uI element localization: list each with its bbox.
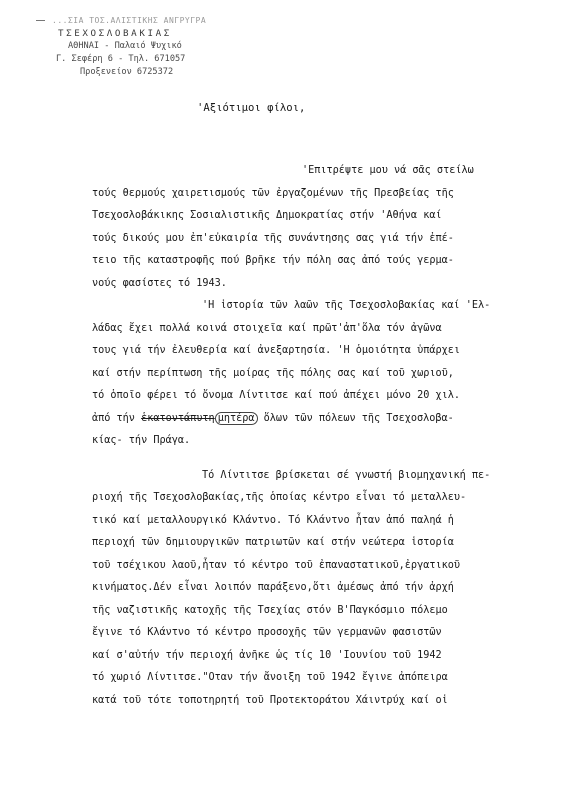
struck-out-word: ἑκατοντάπυτη xyxy=(141,412,215,424)
text-line: καί σ'αὐτήν τήν περιοχή ἀνῆκε ὡς τίς 10 'Ιουνίου τοῦ 1942 xyxy=(92,649,442,661)
text-line: 'Επιτρέψτε μου νά σᾶς στείλω xyxy=(302,165,474,176)
salutation: 'Αξιότιμοι φίλοι, xyxy=(197,102,306,114)
letterhead-line-4: Γ. Σεφέρη 6 - Τηλ. 671057 xyxy=(56,54,186,64)
text-line: τειο τῆς καταστροφῆς πού βρῆκε τήν πόλη σας ἀπό τούς γερμα- xyxy=(92,255,454,266)
text-line: τικό καί μεταλλουργικό Κλάντνο. Τό Κλάντνο ἦταν ἀπό παληά ἡ xyxy=(92,514,454,526)
letterhead-line-2: ΤΣΕΧΟΣΛΟΒΑΚΙΑΣ xyxy=(58,28,172,39)
text-line: τούς θερμούς χαιρετισμούς τῶν ἐργαζομένων τῆς Πρεσβείας τῆς xyxy=(92,187,454,199)
text-line: λάδας ἔχει πολλά κοινά στοιχεῖα καί πρῶτ'ἀπ'ὅλα τόν ἀγῶνα xyxy=(92,322,442,334)
text-line: Τσεχοσλοβάκικης Σοσιαλιστικῆς Δημοκρατίας στήν 'Αθήνα καί xyxy=(92,210,442,221)
text-line: περιοχή τῶν δημιουργικῶν πατριωτῶν καί στήν νεώτερα ἱστορία xyxy=(92,537,454,548)
text-line: τοῦ τσέχικου λαοῦ,ἦταν τό κέντρο τοῦ ἐπαναστατικοῦ,ἐργατικοῦ xyxy=(92,559,461,571)
text-line: τούς δικούς μου ἐπ'εὐκαιρία τῆς συνάντησης σας γιά τήν ἐπέ- xyxy=(92,232,454,244)
text-line: ριοχή τῆς Τσεχοσλοβακίας,τῆς ὁποίας κέντρο εἶναι τό μεταλλευ- xyxy=(92,492,467,503)
text-line: νούς φασίστες τό 1943. xyxy=(92,277,227,289)
circled-correction: μητέρα xyxy=(215,412,258,425)
text-fragment: ὅλων τῶν πόλεων τῆς Τσεχοσλοβα- xyxy=(257,412,454,424)
text-line: Τό Λίντιτσε βρίσκεται σέ γνωστή βιομηχανική πε- xyxy=(202,469,491,481)
margin-mark xyxy=(36,20,45,21)
text-line: κινήματος.Δέν εἶναι λοιπόν παράξενο,ὅτι ἀμέσως ἀπό τήν ἀρχή xyxy=(92,582,454,593)
text-fragment: ἀπό τήν xyxy=(92,412,142,424)
letterhead-line-1: ...ΣΙΑ ΤΟΣ.ΑΛΙΣΤΙΚΗΣ ΑΝΓΡΥΓΡΑ xyxy=(52,16,207,25)
paragraph-1 xyxy=(92,160,532,295)
letterhead-line-5: Προξενείον 6725372 xyxy=(80,67,174,77)
text-line: ἔγινε τό Κλάντνο τό κέντρο προσοχῆς τῶν γερμανῶν φασιστῶν xyxy=(92,627,442,638)
text-line-with-correction xyxy=(92,408,532,431)
text-line: καί στήν περίπτωση τῆς μοίρας τῆς πόλης σας καί τοῦ χωριοῦ, xyxy=(92,367,454,379)
letter-body xyxy=(92,160,532,712)
text-line: τό χωριό Λίντιτσε."Οταν τήν ἄνοιξη τοῦ 1942 ἔγινε ἀπόπειρα xyxy=(92,672,448,683)
letterhead-line-3: ΑΘΗΝΑΙ - Παλαιό Ψυχικό xyxy=(68,41,182,51)
paragraph-2 xyxy=(92,295,532,453)
text-line: κίας- τήν Πράγα. xyxy=(92,435,191,446)
text-line: κατά τοῦ τότε τοποτηρητή τοῦ Προτεκτοράτου Χάιντρύχ καί οἱ xyxy=(92,694,448,706)
letterhead-stamp xyxy=(52,14,207,79)
text-line: 'Η ἱστορία τῶν λαῶν τῆς Τσεχοσλοβακίας καί 'Ελ- xyxy=(202,300,491,311)
text-line: τους γιά τήν ἐλευθερία καί ἀνεξαρτησία. 'Η ὁμοιότητα ὑπάρχει xyxy=(92,345,461,356)
paragraph-3 xyxy=(92,465,532,713)
text-line: τῆς ναζιστικῆς κατοχῆς τῆς Τσεχίας στόν Β'Παγκόσμιο πόλεμο xyxy=(92,604,448,616)
text-line: τό ὁποῖο φέρει τό ὄνομα Λίντιτσε καί πού ἀπέχει μόνο 20 χιλ. xyxy=(92,390,461,401)
